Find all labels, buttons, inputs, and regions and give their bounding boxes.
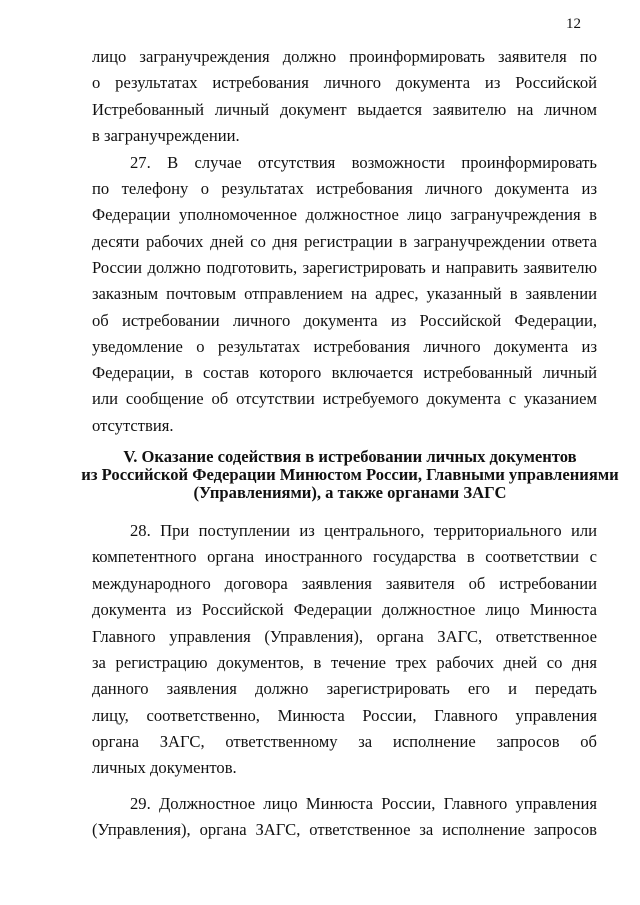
text-line: 28. При поступлении из центрального, территориального или: [130, 521, 597, 540]
heading-line: V. Оказание содействия в истребовании личных документов: [123, 447, 577, 466]
text-line: данного заявления должно зарегистрировать его и передать: [92, 679, 597, 698]
text-line: 27. В случае отсутствия возможности проинформировать: [130, 153, 597, 172]
text-line: Федерации уполномоченное должностное лицо загранучреждения в: [92, 205, 597, 224]
text-line: Федерации, в состав которого включается истребованный личный: [92, 363, 597, 382]
text-line: за регистрацию документов, в течение трех рабочих дней со дня: [92, 653, 597, 672]
text-line: Главного управления (Управления), органа ЗАГС, ответственное: [92, 627, 597, 646]
text-line: Истребованный личный документ выдается заявителю на личном: [92, 100, 597, 119]
text-line: отсутствия.: [92, 416, 174, 435]
text-line: документа из Российской Федерации должностное лицо Минюста: [92, 600, 597, 619]
text-line: 29. Должностное лицо Минюста России, Главного управления: [130, 794, 597, 813]
text-line: уведомление о результатах истребования личного документа из: [92, 337, 597, 356]
text-line: об истребовании личного документа из Российской Федерации,: [92, 311, 597, 330]
text-line: лицо загранучреждения должно проинформировать заявителя по: [92, 47, 597, 66]
text-line: или сообщение об отсутствии истребуемого документа с указанием: [92, 389, 597, 408]
text-line: России должно подготовить, зарегистрировать и направить заявителю: [92, 258, 597, 277]
text-line: десяти рабочих дней со дня регистрации в загранучреждении ответа: [92, 232, 597, 251]
text-line: по телефону о результатах истребования личного документа из: [92, 179, 597, 198]
text-line: заказным почтовым отправлением на адрес, указанный в заявлении: [92, 284, 597, 303]
text-line: органа ЗАГС, ответственному за исполнение запросов об: [92, 732, 597, 751]
heading-line: (Управлениями), а также органами ЗАГС: [193, 483, 507, 502]
text-line: в загранучреждении.: [92, 126, 240, 145]
text-line: международного договора заявления заявителя об истребовании: [92, 574, 597, 593]
text-line: (Управления), органа ЗАГС, ответственное за исполнение запросов: [92, 820, 597, 839]
heading-line: из Российской Федерации Минюстом России, Главными управлениями: [81, 465, 619, 484]
text-line: личных документов.: [92, 758, 237, 777]
text-line: лицу, соответственно, Минюста России, Главного управления: [92, 706, 597, 725]
text-line: компетентного органа иностранного государства в соответствии с: [92, 547, 597, 566]
page-number: 12: [566, 16, 581, 32]
text-line: о результатах истребования личного документа из Российской: [92, 73, 597, 92]
